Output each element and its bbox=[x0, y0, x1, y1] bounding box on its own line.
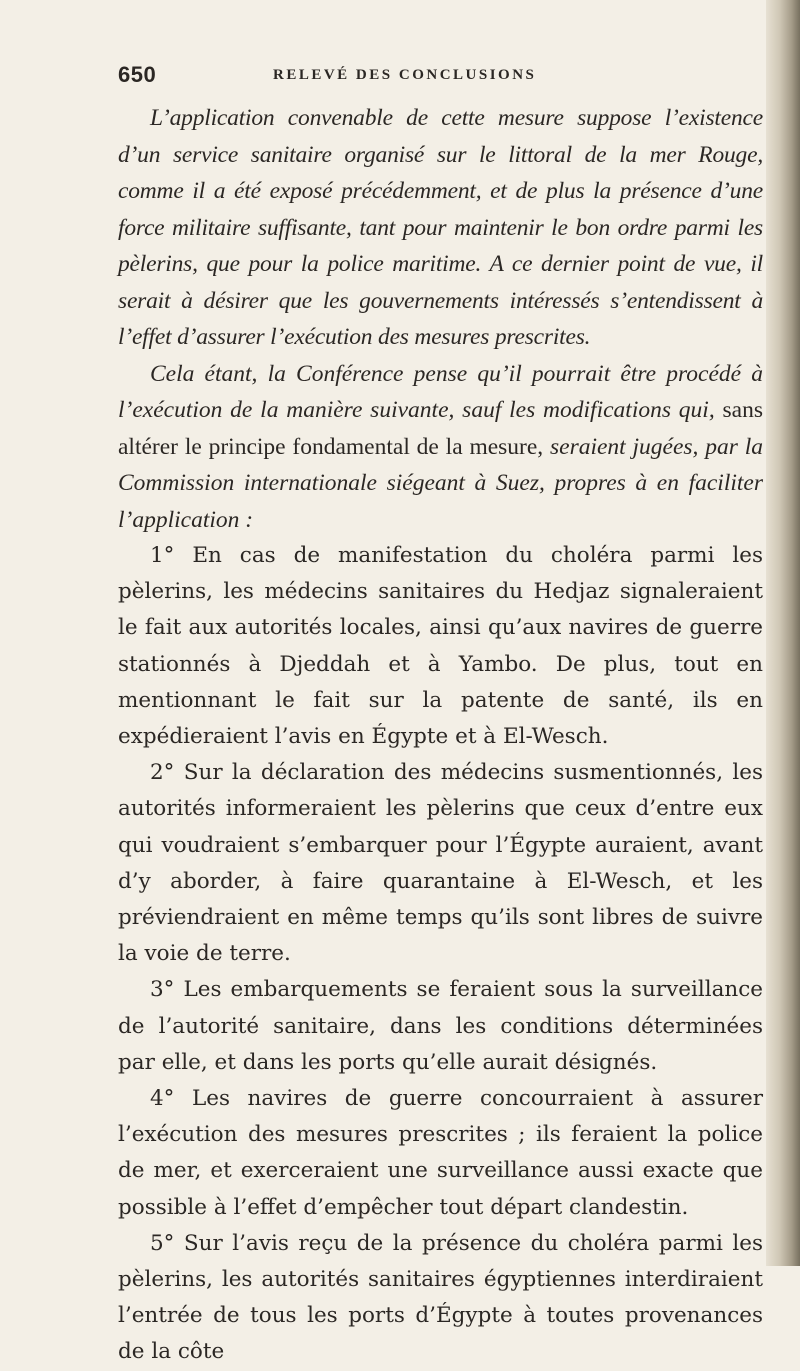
page-number: 650 bbox=[118, 62, 157, 87]
paragraph-conference-italic-b: seraient jugées, par la Commission internationale siégeant à Suez, propres à en faciliter l’application : bbox=[118, 433, 763, 533]
list-item-2: 2° Sur la déclaration des médecins susmentionnés, les autorités informeraient les pèlerins que ceux d’entre eux qui voudraient s’embarquer pour l’Égypte auraient, avant d’y aborder, à faire quarantaine à El-Wesch, et les préviendraient en même temps qu’ils sont libres de suivre la voie de terre. bbox=[118, 760, 763, 967]
running-head: RELEVÉ DES CONCLUSIONS bbox=[273, 67, 537, 83]
list-item-4: 4° Les navires de guerre concourraient à assurer l’exécution des mesures prescrites ; ils feraient la police de mer, et exerceraient une surveillance aussi exacte que possible à l’effet d’empêcher tout départ clandestin. bbox=[118, 1086, 763, 1220]
list-item-5: 5° Sur l’avis reçu de la présence du choléra parmi les pèlerins, les autorités sanitaires égyptiennes interdiraient l’entrée de tous les ports d’Égypte à toutes provenances de la côte bbox=[118, 1230, 763, 1365]
paragraph-conference bbox=[118, 356, 763, 539]
body-text bbox=[118, 100, 763, 1371]
page-header bbox=[118, 62, 758, 102]
paragraph-intro: L’application convenable de cette mesure suppose l’existence d’un service sanitaire organisé sur le littoral de la mer Rouge, comme il a été exposé précédemment, et de plus la présence d’une force militaire suffisante, tant pour maintenir le bon ordre parmi les pèlerins, que pour la police maritime. A ce dernier point de vue, il serait à désirer que les gouvernements intéressés s’entendissent à l’effet d’assurer l’exécution des mesures prescrites. bbox=[118, 105, 763, 350]
list-item-1: 1° En cas de manifestation du choléra parmi les pèlerins, les médecins sanitaires du Hedjaz signaleraient le fait aux autorités locales, ainsi qu’aux navires de guerre stationnés à Djeddah et à Yambo. De plus, tout en mentionnant le fait sur la patente de santé, ils en expédieraient l’avis en Égypte et à El-Wesch. bbox=[118, 543, 763, 750]
list-item-3: 3° Les embarquements se feraient sous la surveillance de l’autorité sanitaire, dans les conditions déterminées par elle, et dans les ports qu’elle aurait désignés. bbox=[118, 977, 763, 1075]
paragraph-conference-roman: sans altérer le principe fondamental de la mesure, bbox=[118, 397, 763, 460]
paragraph-conference-italic-a: Cela étant, la Conférence pense qu’il pourrait être procédé à l’exécution de la manière suivante, sauf les modifications qui, bbox=[118, 360, 763, 423]
page-edge-shadow bbox=[766, 0, 800, 1266]
